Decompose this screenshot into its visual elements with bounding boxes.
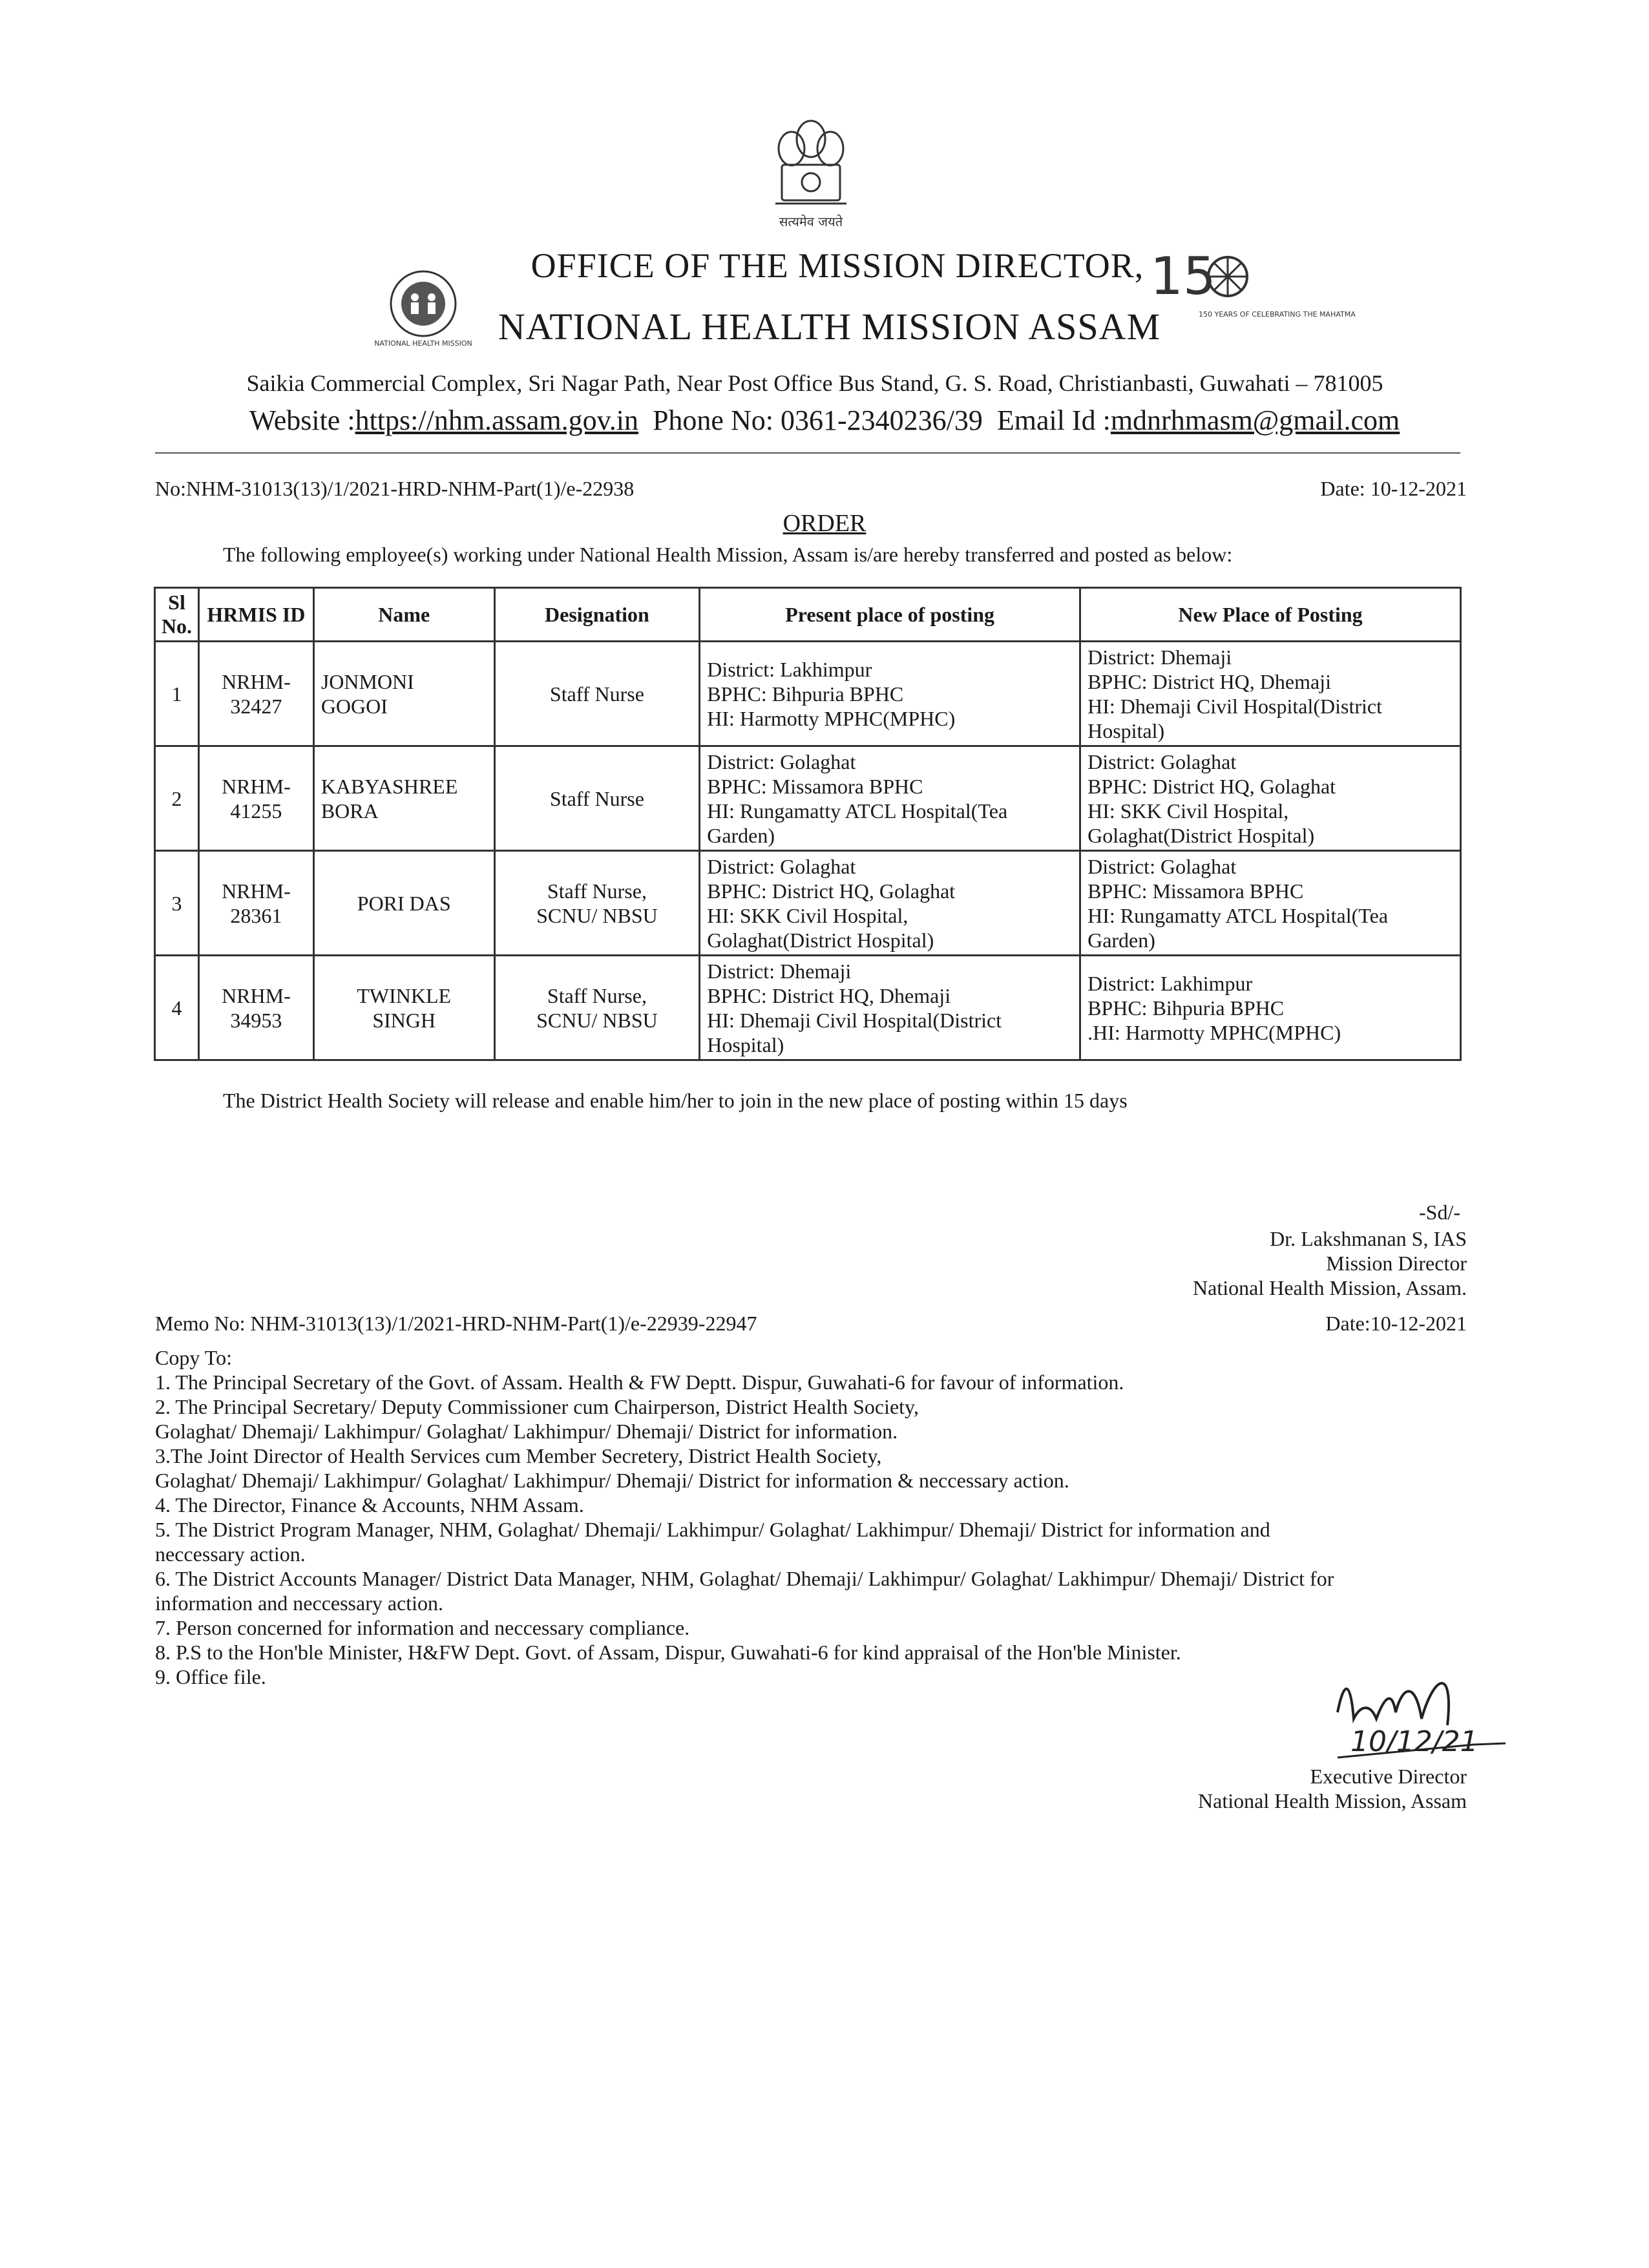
table-header-row bbox=[155, 588, 1461, 642]
email-label: Email Id : bbox=[996, 404, 1111, 436]
header-divider bbox=[155, 452, 1460, 454]
memo-date: Date:10-12-2021 bbox=[1325, 1312, 1467, 1335]
column-header: Name bbox=[313, 588, 494, 642]
column-header: Designation bbox=[494, 588, 700, 642]
designation-cell: Staff Nurse bbox=[494, 746, 700, 851]
hrmis-id-cell: NRHM- 28361 bbox=[198, 851, 313, 956]
order-number: No:NHM-31013(13)/1/2021-HRD-NHM-Part(1)/e-22938 bbox=[155, 477, 635, 500]
copy-to-list bbox=[155, 1345, 1467, 1689]
copy-to-line: 5. The District Program Manager, NHM, Golaghat/ Dhemaji/ Lakhimpur/ Golaghat/ Lakhimpur/ Dhemaji/ District for information and bbox=[155, 1518, 1270, 1541]
sl-cell: 2 bbox=[155, 746, 199, 851]
signatory-block-mission-director bbox=[1193, 1226, 1467, 1300]
copy-to-line: 2. The Principal Secretary/ Deputy Commissioner cum Chairperson, District Health Society, bbox=[155, 1395, 919, 1418]
sl-cell: 4 bbox=[155, 956, 199, 1060]
memo-number: Memo No: NHM-31013(13)/1/2021-HRD-NHM-Part(1)/e-22939-22947 bbox=[155, 1312, 757, 1335]
nhm-logo-text: NATIONAL HEALTH MISSION bbox=[374, 339, 472, 348]
column-header: HRMIS ID bbox=[198, 588, 313, 642]
signatory-org: National Health Mission, Assam. bbox=[1193, 1276, 1467, 1299]
badge-text: 150 YEARS OF CELEBRATING THE MAHATMA bbox=[1199, 310, 1356, 319]
order-title: ORDER bbox=[782, 510, 867, 537]
svg-text:15: 15 bbox=[1150, 246, 1216, 306]
signatory-title: Executive Director bbox=[1310, 1765, 1467, 1788]
copy-to-line: 4. The Director, Finance & Accounts, NHM Assam. bbox=[155, 1493, 584, 1517]
copy-to-line: neccessary action. bbox=[155, 1542, 306, 1566]
phone-label: Phone No: bbox=[652, 404, 781, 436]
copy-to-line: 3.The Joint Director of Health Services cum Member Secretery, District Health Society, bbox=[155, 1444, 882, 1467]
office-address: Saikia Commercial Complex, Sri Nagar Path, Near Post Office Bus Stand, G. S. Road, Christianbasti, Guwahati – 781005 bbox=[246, 370, 1383, 396]
signatory-name: Dr. Lakshmanan S, IAS bbox=[1270, 1227, 1467, 1250]
new-posting-cell: District: Golaghat BPHC: District HQ, Golaghat HI: SKK Civil Hospital, Golaghat(District Hospital) bbox=[1080, 746, 1461, 851]
website-label: Website : bbox=[249, 404, 355, 436]
copy-to-line: information and neccessary action. bbox=[155, 1591, 444, 1615]
signatory-org: National Health Mission, Assam bbox=[1198, 1789, 1467, 1812]
table-row bbox=[155, 956, 1461, 1060]
sd-mark: -Sd/- bbox=[1419, 1201, 1460, 1224]
table-row bbox=[155, 642, 1461, 746]
copy-to-label: Copy To: bbox=[155, 1346, 232, 1369]
present-posting-cell: District: Lakhimpur BPHC: Bihpuria BPHC HI: Harmotty MPHC(MPHC) bbox=[700, 642, 1080, 746]
new-posting-cell: District: Lakhimpur BPHC: Bihpuria BPHC .HI: Harmotty MPHC(MPHC) bbox=[1080, 956, 1461, 1060]
email-link[interactable]: mdnrhmasm@gmail.com bbox=[1110, 404, 1400, 436]
copy-to-line: Golaghat/ Dhemaji/ Lakhimpur/ Golaghat/ Lakhimpur/ Dhemaji/ District for information. bbox=[155, 1420, 898, 1443]
name-cell: KABYASHREE BORA bbox=[313, 746, 494, 851]
order-intro: The following employee(s) working under National Health Mission, Assam is/are hereby transferred and posted as below: bbox=[223, 543, 1233, 566]
name-cell: JONMONI GOGOI bbox=[313, 642, 494, 746]
emblem-motto: सत्यमेव जयते bbox=[779, 214, 843, 229]
name-cell: TWINKLE SINGH bbox=[313, 956, 494, 1060]
table-row bbox=[155, 851, 1461, 956]
designation-cell: Staff Nurse, SCNU/ NBSU bbox=[494, 851, 700, 956]
copy-to-line: 8. P.S to the Hon'ble Minister, H&FW Dept. Govt. of Assam, Dispur, Guwahati-6 for kind appraisal of the Hon'ble Minister. bbox=[155, 1641, 1181, 1664]
present-posting-cell: District: Dhemaji BPHC: District HQ, Dhemaji HI: Dhemaji Civil Hospital(District Hospital) bbox=[700, 956, 1080, 1060]
signatory-title: Mission Director bbox=[1326, 1252, 1467, 1275]
table-row bbox=[155, 746, 1461, 851]
hrmis-id-cell: NRHM- 32427 bbox=[198, 642, 313, 746]
signatory-block-executive-director bbox=[1198, 1764, 1467, 1813]
new-posting-cell: District: Dhemaji BPHC: District HQ, Dhemaji HI: Dhemaji Civil Hospital(District Hospital) bbox=[1080, 642, 1461, 746]
org-title: NATIONAL HEALTH MISSION ASSAM bbox=[498, 306, 1161, 348]
column-header: New Place of Posting bbox=[1080, 588, 1461, 642]
present-posting-cell: District: Golaghat BPHC: District HQ, Golaghat HI: SKK Civil Hospital, Golaghat(District Hospital) bbox=[700, 851, 1080, 956]
release-note: The District Health Society will release and enable him/her to join in the new place of posting within 15 days bbox=[223, 1089, 1128, 1112]
handwritten-signature-icon bbox=[1325, 1667, 1518, 1770]
office-title: OFFICE OF THE MISSION DIRECTOR, bbox=[530, 246, 1144, 285]
sl-cell: 3 bbox=[155, 851, 199, 956]
name-cell: PORI DAS bbox=[313, 851, 494, 956]
column-header: Present place of posting bbox=[700, 588, 1080, 642]
order-date: Date: 10-12-2021 bbox=[1320, 477, 1467, 500]
copy-to-line: 6. The District Accounts Manager/ District Data Manager, NHM, Golaghat/ Dhemaji/ Lakhimpur/ Golaghat/ Lakhimpur/ Dhemaji/ District for bbox=[155, 1567, 1334, 1590]
contact-line bbox=[0, 404, 1649, 437]
present-posting-cell: District: Golaghat BPHC: Missamora BPHC HI: Rungamatty ATCL Hospital(Tea Garden) bbox=[700, 746, 1080, 851]
transfer-table bbox=[154, 587, 1462, 1061]
designation-cell: Staff Nurse, SCNU/ NBSU bbox=[494, 956, 700, 1060]
copy-to-line: 1. The Principal Secretary of the Govt. of Assam. Health & FW Deptt. Dispur, Guwahati-6 for favour of information. bbox=[155, 1370, 1124, 1394]
designation-cell: Staff Nurse bbox=[494, 642, 700, 746]
handwritten-date: 10/12/21 bbox=[1350, 1725, 1478, 1758]
column-header: Sl No. bbox=[155, 588, 199, 642]
copy-to-line: 9. Office file. bbox=[155, 1665, 266, 1688]
phone-number: 0361-2340236/39 bbox=[780, 404, 983, 436]
hrmis-id-cell: NRHM- 41255 bbox=[198, 746, 313, 851]
sl-cell: 1 bbox=[155, 642, 199, 746]
website-link[interactable]: https://nhm.assam.gov.in bbox=[355, 404, 638, 436]
hrmis-id-cell: NRHM- 34953 bbox=[198, 956, 313, 1060]
national-emblem-icon bbox=[756, 110, 866, 239]
copy-to-line: Golaghat/ Dhemaji/ Lakhimpur/ Golaghat/ Lakhimpur/ Dhemaji/ District for information & neccessary action. bbox=[155, 1469, 1069, 1492]
copy-to-line: 7. Person concerned for information and neccessary compliance. bbox=[155, 1616, 690, 1639]
new-posting-cell: District: Golaghat BPHC: Missamora BPHC HI: Rungamatty ATCL Hospital(Tea Garden) bbox=[1080, 851, 1461, 956]
